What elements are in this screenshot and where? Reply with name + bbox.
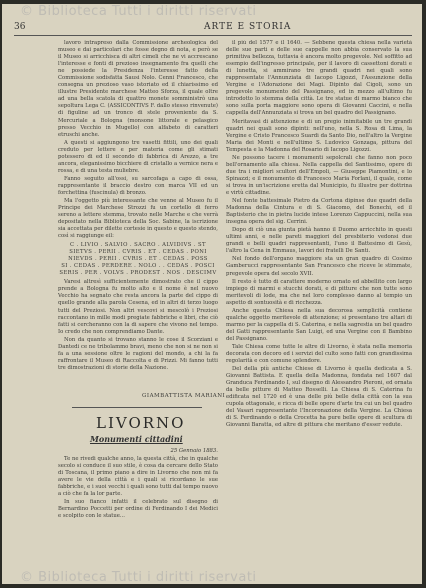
right-paragraph: Ne possono tacere i monumenti sepolcrali che fanno non poco bell'ornamento alla chiesa. Nella cappella del Santissimo, opere di due tra i migliori scultori dell'Empoli, — Giuseppe Piamontini, e lo Spinazzi; e il monumento di Francesco Maria Forlani, il quale, come si trova in un'iscrizione eretta dal Municipio, fu illustre per dottrina e virtù cittadine. xyxy=(226,154,412,196)
dateline: 25 Gennaio 1883. xyxy=(170,448,218,454)
livorno-paragraph: In suo fianco infatti il celebrato sul disegno di Bernardino Poccetti per ordine di Ferdinando I dei Medici e scolpito con le statue... xyxy=(58,499,218,520)
left-column xyxy=(58,40,218,390)
epigraph-line: NIEVDS . PERII . CVRIS . ET . CEDAS . POSS xyxy=(68,256,208,263)
right-column xyxy=(226,40,412,570)
newspaper-page xyxy=(2,4,422,584)
epigraph-line: SI . CEDAS . PERDERE . NOLO . . CEDAS . POSCI xyxy=(61,263,215,270)
left-paragraph: Non da quanto si trovano stanno le cose il Scorziani e Dantedi ce ne tribolammo bravi, meno che non si ne non si fa a una sessione oltre le ragioni del mondo, a chi la fa raffrontare il Museo di Raccolta e di Prizzi. Mi fanno tutti tre dimostrazioni di storie della Nazione. xyxy=(58,336,218,371)
left-paragraph: A questi si aggiungono tre vasetti fittili, uno dei quali creduto per lettere e per materia come gli stimati potessero di ed il secondo di fabbrica di Arezzo, a tre ancora, eleganissimo bicchiere di cristallo a vernice nera e rossa, e di una testa muliebre. xyxy=(58,139,218,174)
left-paragraph: Varesi altresì sufficientemente dimostrato che il cippo prende a Bologna fu molto alto e il nome è nel nuovo Vecchio ha segnato che resta ancora la parte del cippo di quello grande alla parola Cesena, ed in altri di terzo luogo tutti del Preziosi. Non altri vescovi si mescolò i Preziosi raccontano in mille modi pregiate fabbriche e libri, che ciò fatti si cercheranno con la di sapere che vivono nel tempo. Io credo che non comprendiamo Dante. xyxy=(58,279,218,335)
page-number: 36 xyxy=(14,22,26,32)
section-separator xyxy=(72,407,202,408)
epigraph-line: SERIS . PER . VOLVS . PRODEST . NOS . DESCIMV xyxy=(59,270,217,277)
epigraph-line: SIETVS . PERII . CVRIS . ET . CEDAS . PONI xyxy=(69,249,207,256)
section-title: LIVORNO xyxy=(96,414,186,432)
right-paragraph: Il resto è tutto di carattere moderno ornato ed abbellito con largo impiego di marmi e stucchi dorati, e di pitture che non tutte sono meritevoli di lode, ma che nel loro complesso danno al tempio un aspetto di sontuosità e di ricchezza. xyxy=(226,278,412,306)
watermark-top: © Biblioteca Tutti i diritti riservati xyxy=(20,4,257,19)
article-signature: GIAMBATTISTA MARIANI xyxy=(142,393,226,399)
right-paragraph: Nel fondo dell'organo maggiore sta un gran quadro di Cosimo Gamberucci rappresentante San Francesco che riceve le stimmate, pregevole opera del secolo XVII. xyxy=(226,256,412,277)
right-paragraph: Nel fonte battesimale Pietro da Cortona dipinse due quadri della Madonna della Cintura e di S. Giacomo, del Bonechi, ed il Baptisterio che in pietra lucide intese Lorenzo Cappuccini, nella sua insegna opera del sig. Cerrini. xyxy=(226,198,412,226)
right-paragraph: Tale Chiesa come tutte le altre di Livorno, è stata nella memoria decorata con decoro ed i servizi del culto sono fatti con grandissima regolarità e con comune splendore. xyxy=(226,343,412,365)
right-paragraph: Meritavasi di attenzione e di un pregio inimitabile un tre grandi quadri nei quali sono dipinti: nell'uno, nella S. Rosa di Lima, la Vergine e Cristo Francesco Suardi da Santo Dio, nell'altro la Vergine Maria dei Monti e nell'ultimo S. Ludovico Gonzaga, pittura del Tempesta e la Madonna del Rosario di Iacopo Ligozzi. xyxy=(226,118,412,153)
publication-title: ARTE E STORIA xyxy=(204,22,292,32)
left-paragraph: Fanno seguito all'ossi, su sarcofaga a capo di ossa, rappresentante il braccio destro con marca VII ed un forchettina (fuscinula) di bronzo. xyxy=(58,175,218,196)
epigraph xyxy=(58,242,218,277)
livorno-article xyxy=(58,448,218,570)
subsection-title: Monumenti cittadini xyxy=(90,434,183,444)
right-paragraph: Del della più antiche Chiese di Livorno è quella dedicata a S. Giovanni Battista. E quella della Madonna, fondata nel 1607 dal Granduca Ferdinando I, sul disegno di Alessandro Pieroni, ed ornata da belle pitture di Matteo Rosselli. La Chiesa di S. Caterina fu edificata nel 1720 ed è una delle più belle della città con la sua cupola ottagonale, e ricca di belle opere d'arte tra cui un bel quadro del Vasari rappresentante l'Incoronazione della Vergine. La Chiesa di S. Ferdinando o della Crocetta ha pure belle opere di scultura di Giovanni Baratta, ed altre di pittura che meritano d'esser vedute. xyxy=(226,366,412,429)
left-paragraph: Ma l'oggetto più interessante che venne al Museo fu il Principe dei Marchese Strozzi fu un cortello di ferro sereno a lettere stemma, trovato nelle Marche e che verrà depositato nella Biblioteca della Soc. Sabine, la iscrizione sia accettata per dilette cortesie in questo e questo stendo, così si raggiunge eil: xyxy=(58,198,218,240)
right-paragraph: Anche questa Chiesa nella sua decorosa semplicità contiene qualche oggetto meritevole di attenzione; si presentano tre altari di marmo per la cappella di S. Caterina, e nella sagrestia un bel quadro del Gatti rappresentante San Luigi, ed una Vergine con il Bambino del Passignano. xyxy=(226,307,412,342)
watermark-bottom: © Biblioteca Tutti i diritti riservati xyxy=(20,570,257,584)
left-paragraph: lavoro intrapreso dalla Commissione archeologica del museo e dai particolari che fosse degno di nota, e però se il Museo si arricchisca di altri cimeli che ne vi accrescano l'interesse e fonti di prezioso insegnamento fra quelli che ne possiede la Presidenza l'interesse fatto della Commissione sodisfatta Sausi Nolo. Cenni Francesco, che consegna un prezioso vaso istoriato ed il chiarissimo ed illustre Presidente marchese Matteo Sforza, il quale oltre ad una bella scatola di quattro monete somministrò una sepoltura Lega C. (ASSICONTIVS F. dallo stesso rinvenute) di figuline ad un tronco di stele proveniente da S. Mercuriale a Bologna (monsone littorale e pelasgico presso Vecchio in Mugello) con alfabeto di caratteri etruschi anche. xyxy=(58,40,218,138)
livorno-paragraph: Te ne rivedi qualche anno, la questa città, che in qualche secolo si conduce il suo stile, è cosa da cercare dello Stato di Toscana, il primo piano a dire in Livorno che non mi fa avere le vie della città e i quali si ricordano le sue fabbriche, e i suoi vecchi i quali sono tutti dal tempo nuovo a ciò che fa la lor parte. xyxy=(58,456,218,498)
right-paragraph: Dopo di ciò una giunta pietà hanno il Duomo arricchito in questi ultimi anni, e nelle pareti maggiori del presbiterio vedonsi due grandi e belli quadri rappresentanti, l'uno il Battesimo di Gesù, l'altro la Cena in Emmaus, lavori dei fratelli De Santi. xyxy=(226,227,412,255)
page-header xyxy=(14,20,414,36)
right-paragraph: il più del 1577 e il 1640. — Sebbene questa chiesa nella varietà delle sue parti e delle sue cappelle non abbia conservato la sua primitiva bellezza, tuttavia è ancora molto pregevole. Nel soffitto ad esempio dell'ingresso principale, per il lavoro di cassettoni dorati e di lunetta, si ammirano tre grandi quadri nei quali sono rappresentate l'Annunziata di Iacopo Ligozzi, l'Assunzione della Vergine e l'Adorazione dei Magi. Dipinto dal Cigoli, sono un pregevole monumento del Passignano, ed in mezzo all'ultimo fu introdotto lo stemma della città. Le tre statue di marmo bianco che sono sulla porta maggiore sono opera di Giovanni Caccini, e nella cappella dell'Annunziata si trova un bel quadro del Passignano. xyxy=(226,40,412,117)
header-rule xyxy=(14,35,412,36)
epigraph-line: C . LIVIO . SALVIO . SACRO . ALVIDIVS . ST xyxy=(69,242,206,249)
